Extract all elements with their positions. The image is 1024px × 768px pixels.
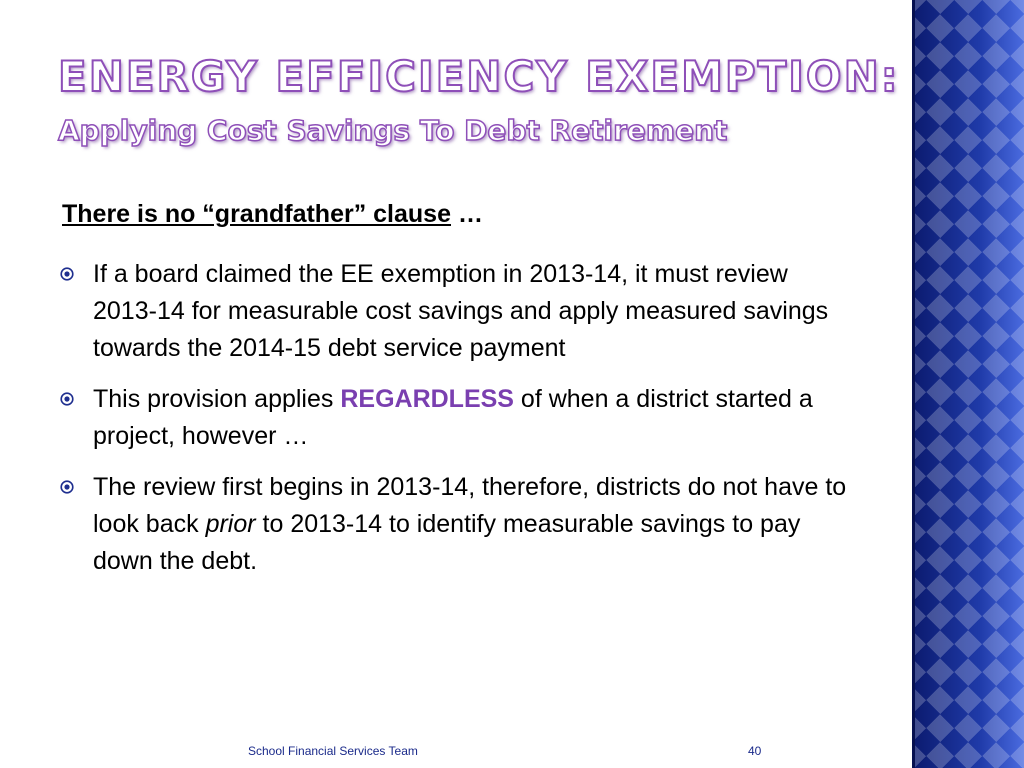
bullet-item-board-claim [58,256,858,367]
bullet-emphasis-text: REGARDLESS [340,385,514,413]
bullet-list [58,256,858,594]
intro-heading [62,197,483,231]
slide-subtitle: Applying Cost Savings To Debt Retirement [58,114,728,147]
circled-dot-icon [60,267,74,281]
bullet-text-before: The review first begins in 2013-14, therefore, districts do not have to look back [93,473,847,538]
decorative-side-panel [912,0,1024,768]
footer-team-name: School Financial Services Team [248,744,418,758]
intro-trailing-text: … [451,200,483,228]
slide-title: ENERGY EFFICIENCY EXEMPTION: [58,52,900,101]
bullet-italic-text: prior [205,510,256,538]
circled-dot-icon [60,392,74,406]
bullet-item-regardless [58,381,858,455]
bullet-item-review-start [58,469,858,580]
bullet-text: If a board claimed the EE exemption in 2013-14, it must review 2013-14 for measurable cost savings and apply measured savings towards the 2014-15 debt service payment [93,260,829,362]
circled-dot-icon [60,480,74,494]
bullet-text-after: to 2013-14 to identify measurable savings to pay down the debt. [93,510,801,575]
intro-underlined-text: There is no “grandfather” clause [62,200,451,228]
bullet-text-after: of when a district started a project, however … [93,385,813,450]
bullet-text-before: This provision applies [93,385,341,413]
footer-page-number: 40 [748,744,762,758]
